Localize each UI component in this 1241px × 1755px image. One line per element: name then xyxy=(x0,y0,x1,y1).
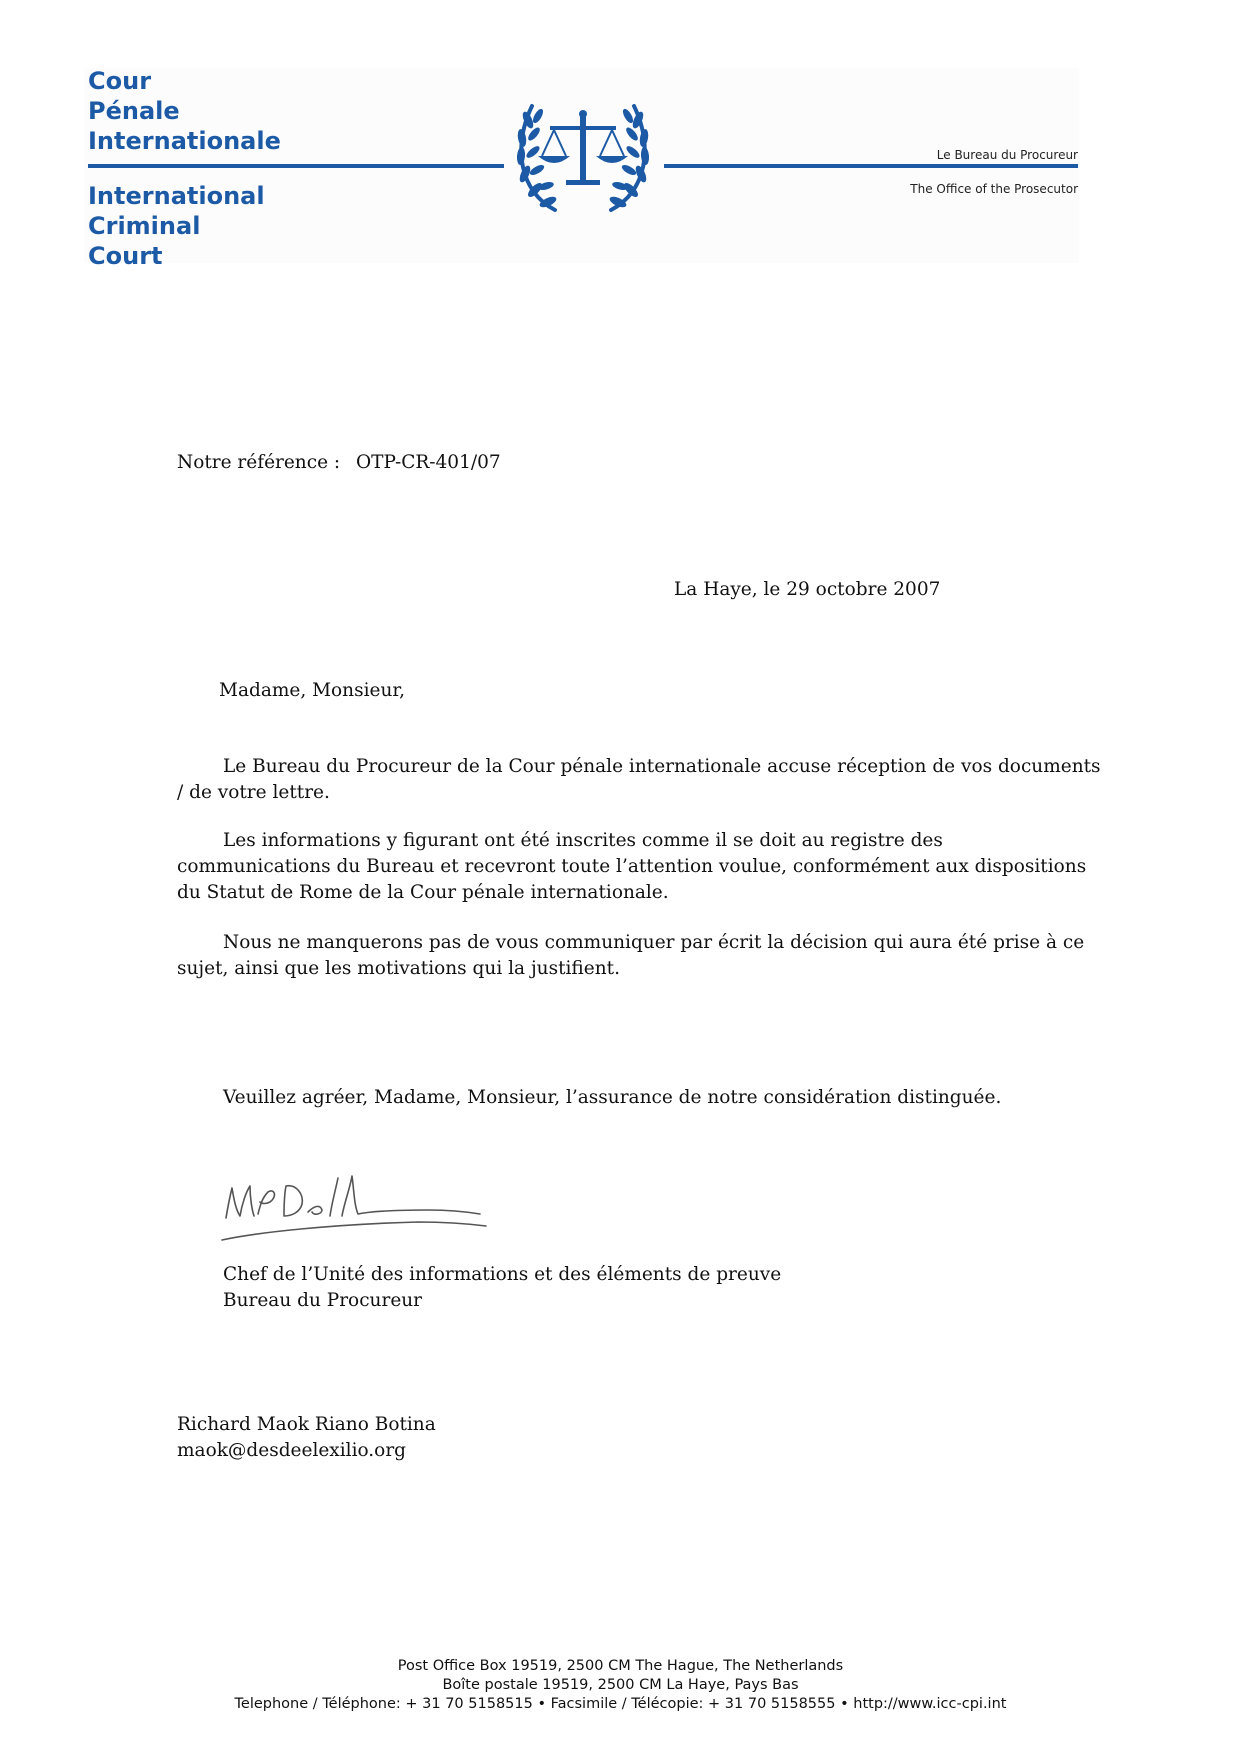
org-name-line: International xyxy=(88,182,265,210)
signer-title: Chef de l’Unité des informations et des éléments de preuve xyxy=(223,1264,782,1285)
recipient-block xyxy=(177,1412,436,1464)
org-name-french xyxy=(88,66,281,156)
footer-line-english: Post Office Box 19519, 2500 CM The Hague, The Netherlands xyxy=(397,1658,844,1674)
body-paragraph: Nous ne manquerons pas de vous communiquer par écrit la décision qui aura été prise à ce sujet, ainsi que les motivations qui la justifient. xyxy=(177,932,1085,979)
salutation: Madame, Monsieur, xyxy=(219,680,406,701)
footer-contact-line: Telephone / Téléphone: + 31 70 5158515 • Facsimile / Télécopie: + 31 70 5158555 • http://www.icc-cpi.int xyxy=(234,1696,1007,1712)
office-name-french: Le Bureau du Procureur xyxy=(936,148,1078,162)
body-paragraph: Le Bureau du Procureur de la Cour pénale internationale accuse réception de vos documents / de votre lettre. xyxy=(177,756,1101,803)
reference-value: OTP-CR-401/07 xyxy=(356,452,501,473)
signer-block xyxy=(223,1262,781,1314)
org-name-line: Criminal xyxy=(88,212,201,240)
header-rule-left xyxy=(88,164,504,168)
closing-formula: Veuillez agréer, Madame, Monsieur, l’assurance de notre considération distinguée. xyxy=(223,1087,1002,1108)
recipient-name: Richard Maok Riano Botina xyxy=(177,1414,436,1435)
footer-line-french: Boîte postale 19519, 2500 CM La Haye, Pays Bas xyxy=(442,1677,799,1693)
signer-office: Bureau du Procureur xyxy=(223,1290,423,1311)
header-rule-right xyxy=(664,164,1078,168)
scales-of-justice-laurel-icon xyxy=(510,92,656,218)
office-name-english: The Office of the Prosecutor xyxy=(910,182,1078,196)
handwritten-signature xyxy=(218,1166,493,1248)
org-name-line: Court xyxy=(88,242,163,270)
letter-date: La Haye, le 29 octobre 2007 xyxy=(674,579,941,600)
org-name-line: Cour xyxy=(88,67,152,95)
org-name-line: Internationale xyxy=(88,127,281,155)
recipient-email: maok@desdeelexilio.org xyxy=(177,1440,407,1461)
reference-label: Notre référence : xyxy=(177,452,341,473)
footer-address xyxy=(0,1657,1241,1714)
body-paragraph: Les informations y figurant ont été inscrites comme il se doit au registre des communications du Bureau et recevront toute l’attention voulue, conformément aux dispositions du Statut de Rome de la Cour pénale internationale. xyxy=(177,830,1087,903)
org-name-english xyxy=(88,181,265,271)
org-name-line: Pénale xyxy=(88,97,180,125)
